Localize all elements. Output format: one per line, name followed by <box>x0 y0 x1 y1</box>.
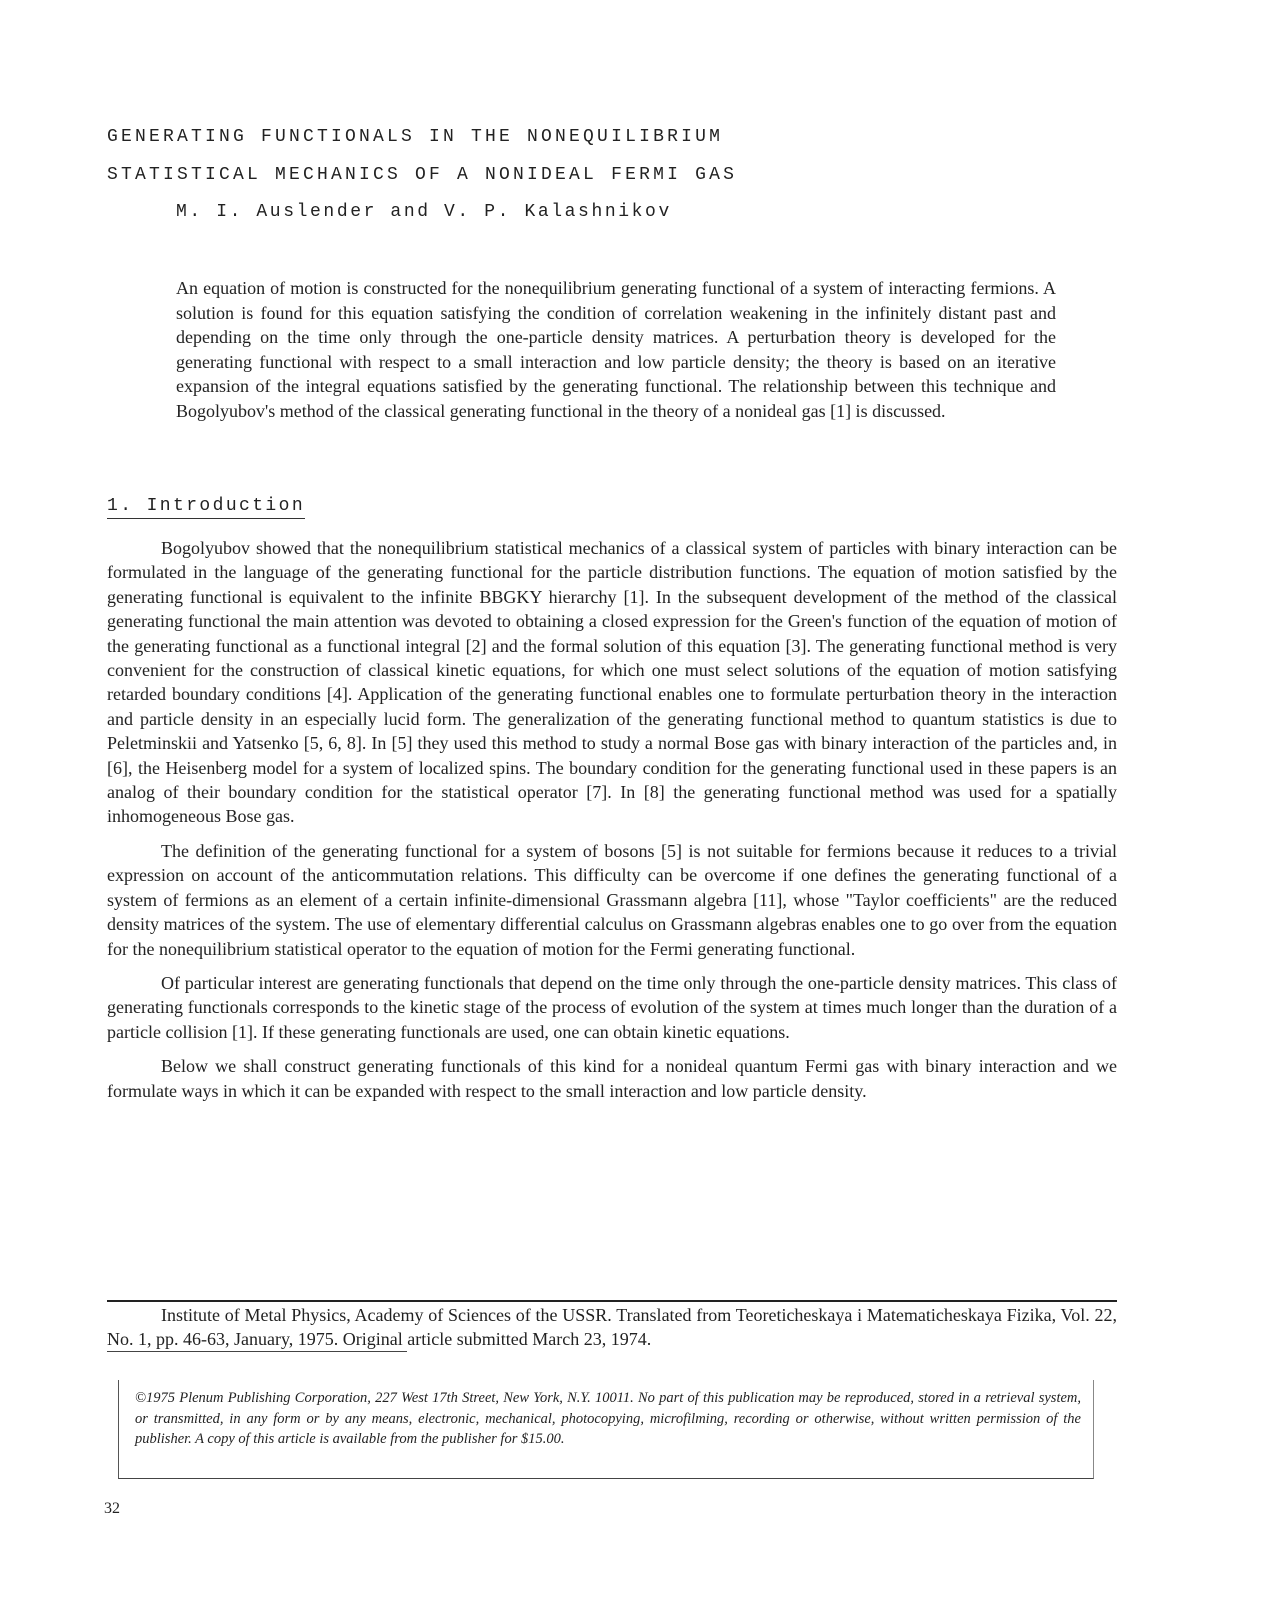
paper-title <box>107 118 737 194</box>
section-heading-introduction: 1. Introduction <box>107 496 305 519</box>
footnote-separator <box>107 1300 1117 1302</box>
paper-title-line-2: STATISTICAL MECHANICS OF A NONIDEAL FERMI GAS <box>107 165 738 185</box>
footnote <box>107 1303 1117 1352</box>
copyright-notice: ©1975 Plenum Publishing Corporation, 227 West 17th Street, New York, N.Y. 10011. No part of this publication may be reproduced, stored in a retrieval system, or transmitted, in any form or by any means, electronic, mechanical, photocopying, microfilming, recording or otherwise, without written permission of the publisher. A copy of this article is available from the publisher for $15.00. <box>118 1380 1094 1479</box>
paragraph: Below we shall construct generating functionals of this kind for a nonideal quantum Fermi gas with binary interaction and we formulate ways in which it can be expanded with respect to the small interaction and low particle density. <box>107 1056 1117 1101</box>
paragraph: The definition of the generating functional for a system of bosons [5] is not suitable for fermions because it reduces to a trivial expression on account of the anticommutation relations. This difficulty can be overcome if one defines the generating functional of a system of fermions as an element of a certain infinite-dimensional Grassmann algebra [11], whose "Taylor coefficients" are the reduced density matrices of the system. The use of elementary differential calculus on Grassmann algebras enables one to go over from the equation for the nonequilibrium statistical operator to the equation of motion for the Fermi generating functional. <box>107 840 1117 959</box>
page-number: 32 <box>104 1500 120 1517</box>
footnote-underline <box>107 1351 407 1352</box>
abstract: An equation of motion is constructed for the nonequilibrium generating functional of a system of interacting fermions. A solution is found for this equation satisfying the condition of correlation weakening in the infinitely distant past and depending on the time only through the one-particle density matrices. A perturbation theory is developed for the generating functional with respect to a small interaction and low particle density; the theory is based on an iterative expansion of the integral equations satisfied by the generating functional. The relationship between this technique and Bogolyubov's method of the classical generating functional in the theory of a nonideal gas [1] is discussed. <box>176 278 1056 421</box>
paper-title-line-1: GENERATING FUNCTIONALS IN THE NONEQUILIBRIUM <box>107 127 724 147</box>
paragraph: Bogolyubov showed that the nonequilibrium statistical mechanics of a classical system of particles with binary interaction can be formulated in the language of the generating functional for the particle distribution functions. The equation of motion satisfied by the generating functional is equivalent to the infinite BBGKY hierarchy [1]. In the subsequent development of the method of the classical generating functional the main attention was devoted to obtaining a closed expression for the Green's function of the equation of motion of the generating functional as a functional integral [2] and the formal solution of this equation [3]. The generating functional method is very convenient for the construction of classical kinetic equations, for which one must select solutions of the equation of motion satisfying retarded boundary conditions [4]. Application of the generating functional enables one to formulate perturbation theory in the interaction and particle density in an especially lucid form. The generalization of the generating functional method to quantum statistics is due to Peletminskii and Yatsenko [5, 6, 8]. In [5] they used this method to study a normal Bose gas with binary interaction of the particles and, in [6], the Heisenberg model for a system of localized spins. The boundary condition for the generating functional used in these papers is an analog of their boundary condition for the statistical operator [7]. In [8] the generating functional method was used for a spatially inhomogeneous Bose gas. <box>107 538 1117 827</box>
authors: M. I. Auslender and V. P. Kalashnikov <box>176 202 672 222</box>
footnote-text: Institute of Metal Physics, Academy of Sciences of the USSR. Translated from Teoreticheskaya i Matematicheskaya Fizika, Vol. 22, No. 1, pp. 46-63, January, 1975. Original article submitted March 23, 1974. <box>107 1305 1117 1349</box>
introduction-body <box>107 536 1117 1113</box>
paragraph: Of particular interest are generating functionals that depend on the time only through the one-particle density matrices. This class of generating functionals corresponds to the kinetic stage of the process of evolution of the system at times much longer than the duration of a particle collision [1]. If these generating functionals are used, one can obtain kinetic equations. <box>107 972 1117 1042</box>
